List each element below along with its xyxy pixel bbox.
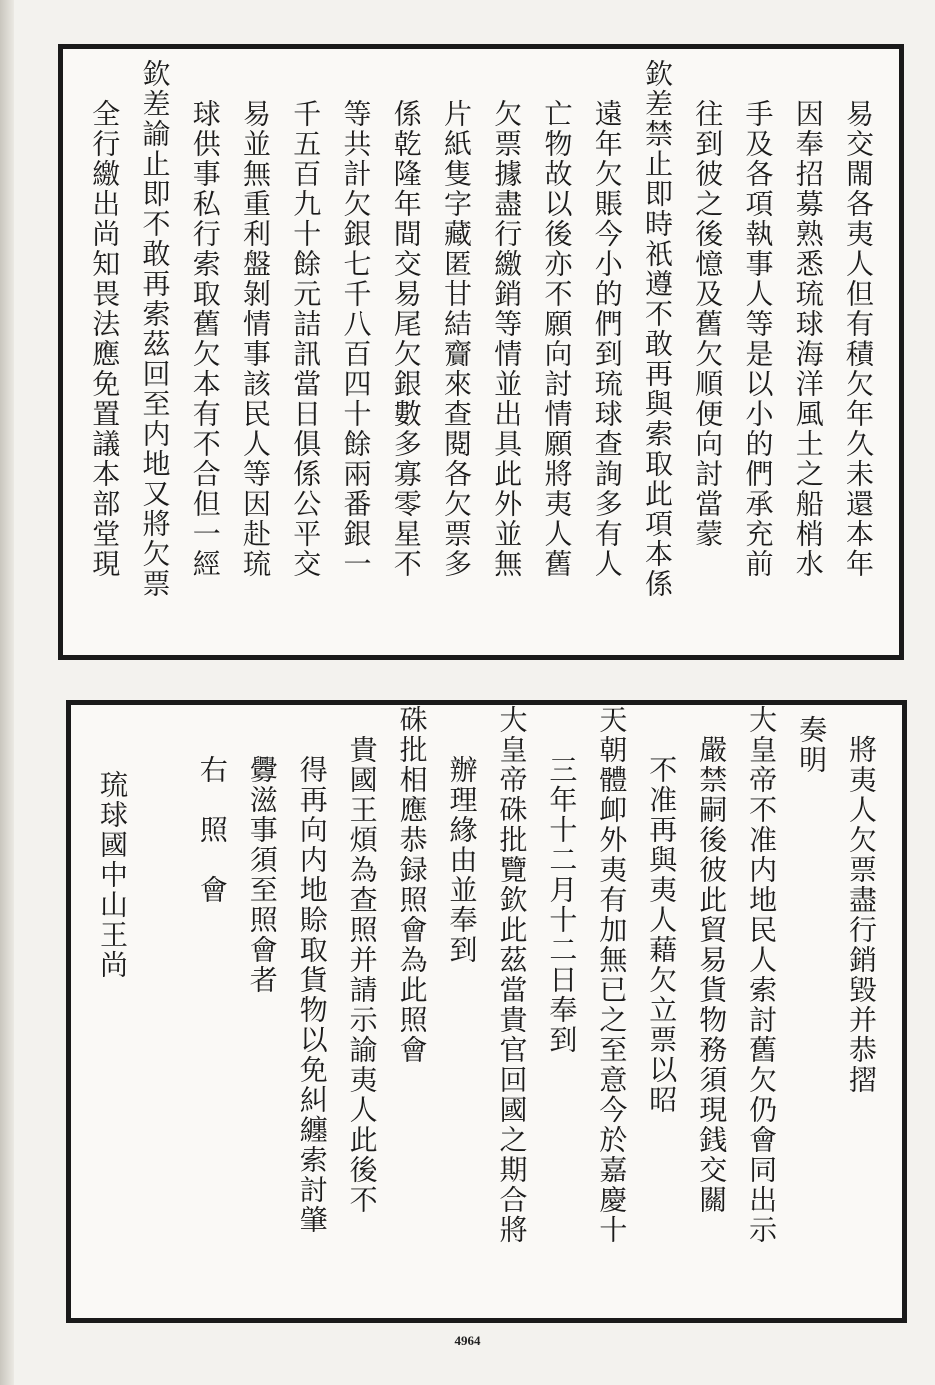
upper-column-9: 片紙隻字藏匿甘結齎來查閱各欠票多 <box>440 99 473 579</box>
upper-column-6: 遠年欠賬今小的們到琉球查詢多有人 <box>590 99 624 579</box>
lower-column-3: 大皇帝不准内地民人索討舊欠仍會同出示 <box>745 705 779 1245</box>
page-number: 4964 <box>454 1333 481 1348</box>
upper-column-11: 等共計欠銀七千八百四十餘兩番銀一 <box>339 99 373 579</box>
lower-column-6: 天朝體卹外夷有加無已之至意今於嘉慶十 <box>595 705 629 1245</box>
upper-column-2: 因奉招募熟悉琉球海洋風土之船梢水 <box>791 99 825 579</box>
lower-column-12: 得再向内地賒取貨物以免糾纏索討肇 <box>295 755 329 1235</box>
upper-column-3: 手及各項執事人等是以小的們承充前 <box>741 99 775 579</box>
lower-column-2: 奏明 <box>795 715 829 775</box>
upper-column-13: 易並無重利盤剝情事該民人等因赴琉 <box>239 99 272 579</box>
lower-column-4: 嚴禁嗣後彼此貿易貨物務須現銭交關 <box>695 735 729 1215</box>
upper-column-1: 易交閙各夷人但有積欠年久未還本年 <box>842 99 875 579</box>
upper-column-15: 欽差諭止即不敢再索茲回至内地又將欠票 <box>138 59 172 599</box>
lower-column-5: 不准再與夷人藉欠立票以昭 <box>645 755 679 1115</box>
book-binding-edge <box>0 0 14 1385</box>
lower-column-7: 三年十二月十二日奉到 <box>545 755 579 1055</box>
lower-column-1: 將夷人欠票盡行銷毀并恭摺 <box>845 735 878 1095</box>
lower-column-13: 釁滋事須至照會者 <box>245 755 279 995</box>
upper-column-4: 往到彼之後憶及舊欠順便向討當蒙 <box>691 99 725 549</box>
lower-column-10: 硃批相應恭録照會為此照會 <box>395 705 429 1065</box>
lower-column-15 <box>137 705 187 1345</box>
upper-text-panel <box>58 44 904 660</box>
upper-column-16: 全行繳出尚知畏法應免置議本部堂現 <box>88 99 122 579</box>
upper-columns <box>63 49 899 655</box>
upper-column-14: 球供事私行索取舊欠本有不合但一經 <box>188 99 222 579</box>
lower-text-panel <box>66 700 907 1323</box>
lower-column-9: 辦理緣由並奉到 <box>445 755 479 965</box>
upper-column-5: 欽差禁止即時祇遵不敢再與索取此項本係 <box>641 59 674 599</box>
upper-column-7: 亡物故以後亦不願向討情願將夷人舊 <box>540 99 574 579</box>
upper-column-10: 係乾隆年間交易尾欠銀數多寡零星不 <box>389 99 423 579</box>
lower-column-8: 大皇帝硃批覽欽此茲當貴官回國之期合將 <box>495 705 529 1245</box>
lower-column-16: 琉球國中山王尚 <box>95 770 129 980</box>
upper-column-12: 千五百九十餘元詰訊當日俱係公平交 <box>289 99 323 579</box>
lower-column-11: 貴國王煩為查照并請示諭夷人此後不 <box>345 735 379 1215</box>
lower-columns <box>71 705 902 1318</box>
upper-column-8: 欠票據盡行繳銷等情並出具此外並無 <box>490 99 524 579</box>
lower-column-14: 右 照 會 <box>195 755 229 905</box>
